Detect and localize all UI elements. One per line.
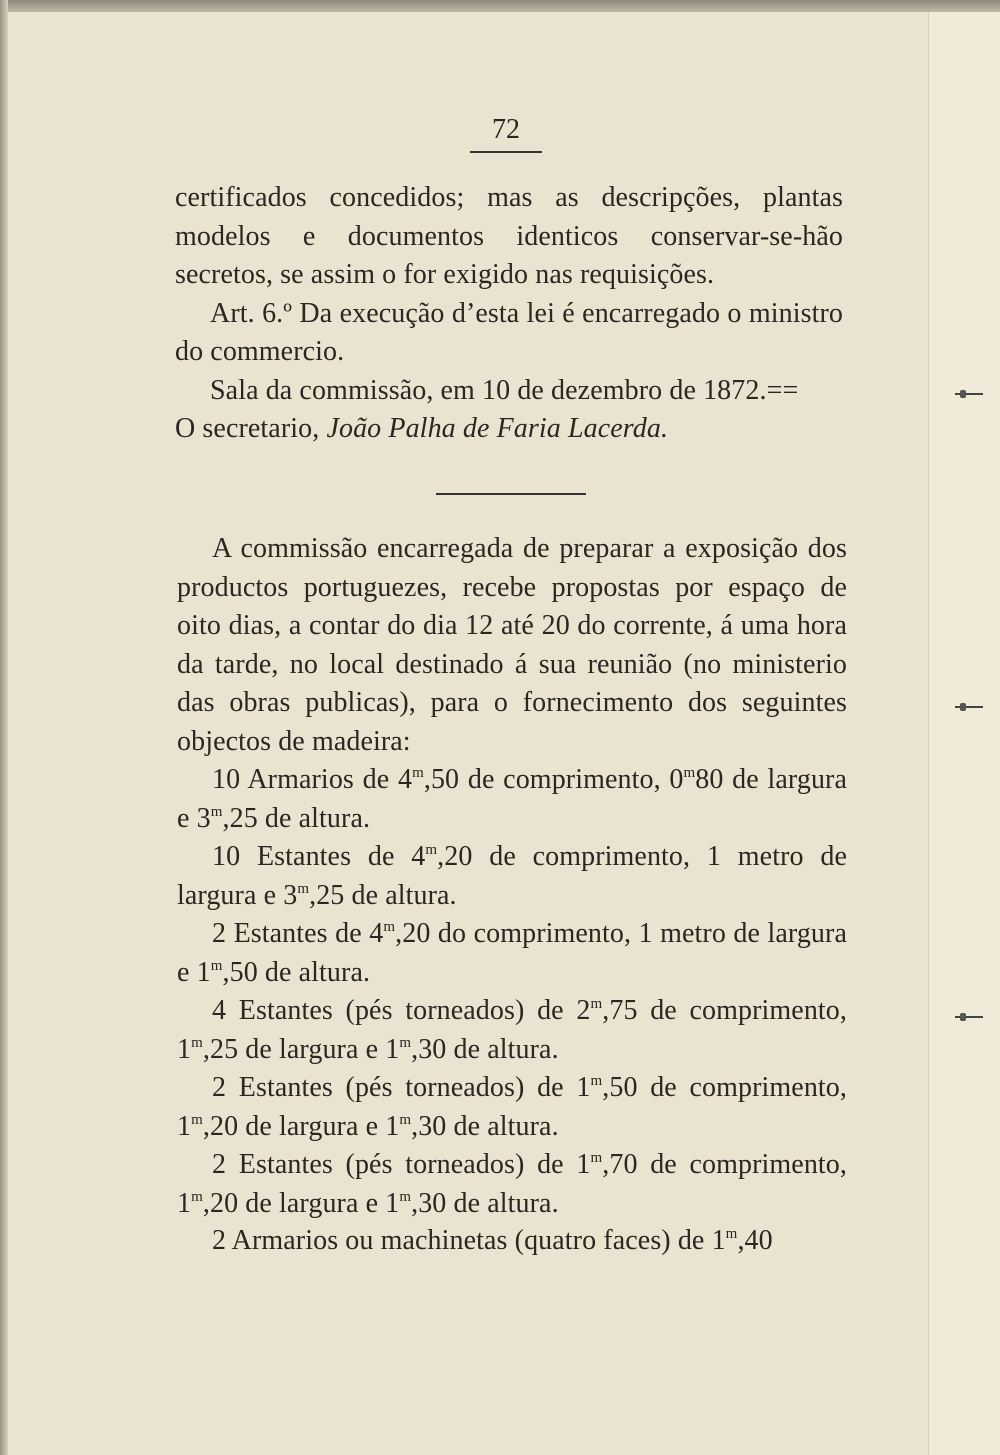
page-number-rule: [470, 151, 542, 153]
list-item: 10 Estantes de 4$^m$,20 de comprimento, 1 metro de largura e 3$^m$,25 de altura.: [177, 841, 847, 911]
paragraph-intro: A commissão encarregada de preparar a exposição dos productos portuguezes, recebe propostas por espaço de oito dias, a contar do dia 12 até 20 do corrente, á uma hora da tarde, no local destinado á sua reunião (no ministerio das obras publicas), para o fornecimento dos seguintes objectos de madeira:: [177, 533, 847, 757]
list-item: 2 Estantes (pés torneados) de 1$^m$,70 de comprimento, 1$^m$,20 de largura e 1$^m$,30 de altura.: [177, 1149, 847, 1219]
text-block-top: [175, 179, 843, 449]
text-block-last-line: [177, 1222, 847, 1261]
paragraph-secretario: [175, 410, 843, 449]
text-block-propostas: [177, 530, 847, 1223]
page-number: 72: [492, 114, 520, 145]
article-text: Da execução d’esta lei é encarregado o ministro do commercio.: [175, 297, 843, 367]
thread-mark: [955, 393, 983, 395]
list-item: 10 Armarios de 4$^m$,50 de comprimento, 0$^m$80 de largura e 3$^m$,25 de altura.: [177, 764, 847, 834]
facing-page-strip: [928, 12, 1000, 1455]
secretario-name: João Palha de Faria Lacerda.: [326, 413, 669, 444]
scan-edge-left: [0, 0, 8, 1455]
section-divider: [436, 493, 586, 495]
list-item: 4 Estantes (pés torneados) de 2$^m$,75 de comprimento, 1$^m$,25 de largura e 1$^m$,30 de altura.: [177, 995, 847, 1065]
secretario-label: O secretario,: [175, 413, 320, 444]
list-item: 2 Armarios ou machinetas (quatro faces) de 1$^m$,40: [212, 1225, 773, 1256]
paragraph-art6: [175, 295, 843, 372]
list-item: 2 Estantes de 4$^m$,20 do comprimento, 1 metro de largura e 1$^m$,50 de altura.: [177, 918, 847, 988]
thread-mark: [955, 1016, 983, 1018]
article-label: Art. 6.º: [210, 297, 293, 329]
list-item: 2 Estantes (pés torneados) de 1$^m$,50 de comprimento, 1$^m$,20 de largura e 1$^m$,30 de altura.: [177, 1072, 847, 1142]
thread-mark: [955, 706, 983, 708]
paragraph-sala: Sala da commissão, em 10 de dezembro de 1872.==: [210, 374, 799, 406]
paragraph-certificados: certificados concedidos; mas as descripções, plantas modelos e documentos identicos conservar-se-hão secretos, se assim o for exigido nas requisições.: [175, 182, 843, 290]
